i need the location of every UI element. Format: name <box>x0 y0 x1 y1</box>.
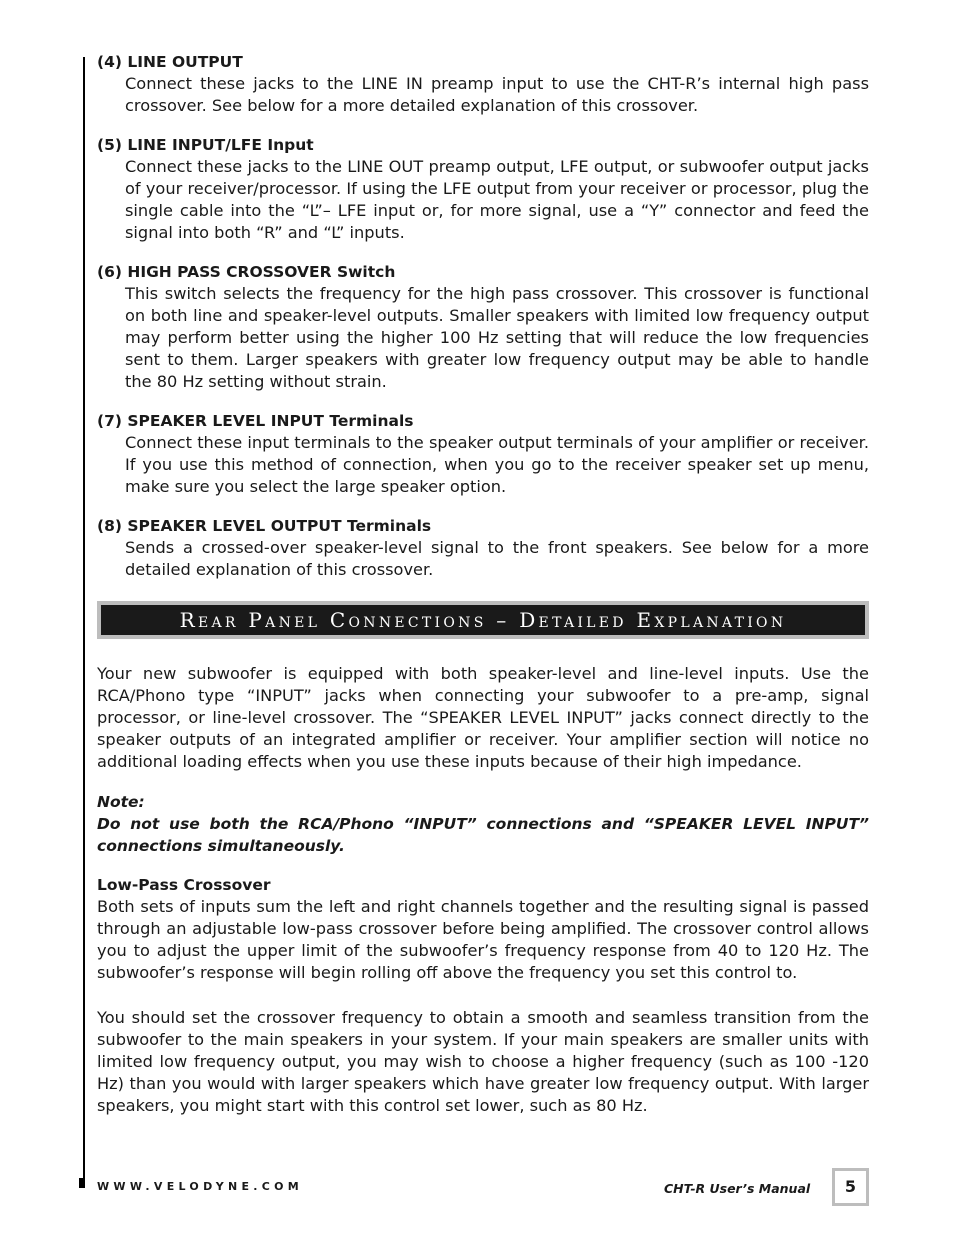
item-title-label: (8) SPEAKER LEVEL OUTPUT <box>97 517 342 535</box>
item-body: Sends a crossed-over speaker-level signal to the front speakers. See below for a more detailed explanation of this crossover. <box>125 538 869 579</box>
page-content <box>97 51 869 1117</box>
intro-paragraph: Your new subwoofer is equipped with both speaker-level and line-level inputs. Use the RCA/Phono type “INPUT” jacks when connecting your subwoofer to a pre-amp, signal processor, or line-level crossover. The “SPEAKER LEVEL INPUT” jacks connect directly to the speaker outputs of an integrated amplifier or receiver. Your amplifier section will notice no additional loading effects when you use these inputs because of their high impedance. <box>97 664 869 771</box>
item-body: Connect these input terminals to the speaker output terminals of your amplifier or receiver. If you use this method of connection, when you go to the receiver speaker set up menu, make sure you select the large speaker option. <box>125 433 869 496</box>
item-speaker-level-input <box>97 410 869 498</box>
lowpass-paragraph-2: You should set the crossover frequency to obtain a smooth and seamless transition from the subwoofer to the main speakers in your system. If your main speakers are smaller units with limited low frequency output, you may wish to choose a higher frequency (such as 100 -120 Hz) than you would with larger speakers which have greater low frequency output. With larger speakers, you might start with this control set lower, such as 80 Hz. <box>97 1008 869 1115</box>
item-line-input-lfe <box>97 134 869 244</box>
item-title-label: (4) LINE OUTPUT <box>97 53 243 71</box>
item-title-suffix: Input <box>261 136 314 154</box>
item-title <box>97 515 869 537</box>
section-heading-bar <box>97 601 869 639</box>
item-body: Connect these jacks to the LINE IN preamp input to use the CHT-R’s internal high pass crossover. See below for a more detailed explanation of this crossover. <box>125 74 869 115</box>
item-title-suffix: Switch <box>331 263 396 281</box>
item-title-suffix: Terminals <box>323 412 414 430</box>
item-title-label: (6) HIGH PASS CROSSOVER <box>97 263 332 281</box>
page-number: 5 <box>835 1171 866 1203</box>
item-body: This switch selects the frequency for the high pass crossover. This crossover is functional on both line and speaker-level outputs. Smaller speakers with limited low frequency output may perform better using the higher 100 Hz setting that will reduce the low frequencies sent to them. Larger speakers with greater low frequency output may be able to handle the 80 Hz setting without strain. <box>125 284 869 391</box>
section-heading: Rear Panel Connections – Detailed Explanation <box>101 605 865 635</box>
item-title-label: (5) LINE INPUT/LFE <box>97 136 262 154</box>
item-title-label: (7) SPEAKER LEVEL INPUT <box>97 412 324 430</box>
footer-website-url: WWW.VELODYNE.COM <box>97 1180 304 1193</box>
item-title <box>97 410 869 432</box>
left-margin-rule <box>83 57 85 1180</box>
item-high-pass-crossover <box>97 261 869 393</box>
lowpass-paragraph-1: Both sets of inputs sum the left and right channels together and the resulting signal is passed through an adjustable low-pass crossover before being amplified. The crossover control allows you to adjust the upper limit of the subwoofer’s frequency response from 40 to 120 Hz. The subwoofer’s response will begin rolling off above the frequency you set this control to. <box>97 897 869 982</box>
item-line-output <box>97 51 869 117</box>
left-margin-rule-cap <box>79 1178 85 1188</box>
item-body: Connect these jacks to the LINE OUT preamp output, LFE output, or subwoofer output jacks of your receiver/processor. If using the LFE output from your receiver or processor, plug the single cable into the “L”– LFE input or, for more signal, use a “Y” connector and feed the signal into both “R” and “L” inputs. <box>125 157 869 242</box>
footer-manual-title: CHT-R User’s Manual <box>664 1181 811 1196</box>
item-title <box>97 134 869 156</box>
note-label: Note: <box>97 793 145 811</box>
item-title <box>97 261 869 283</box>
item-title-suffix: Terminals <box>341 517 432 535</box>
item-speaker-level-output <box>97 515 869 581</box>
item-title <box>97 51 869 73</box>
page-number-box <box>832 1168 869 1206</box>
lowpass-crossover-title: Low-Pass Crossover <box>97 876 271 894</box>
note-body: Do not use both the RCA/Phono “INPUT” connections and “SPEAKER LEVEL INPUT” connections simultaneously. <box>97 815 869 855</box>
